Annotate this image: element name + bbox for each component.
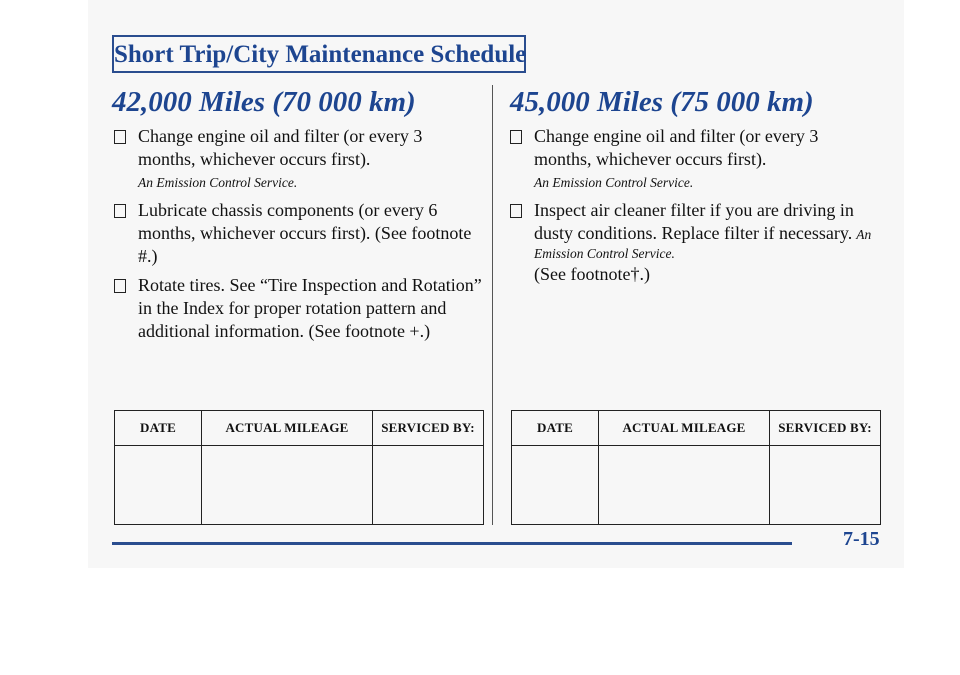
mileage-column-header: ACTUAL MILEAGE xyxy=(599,411,770,446)
checkbox-icon[interactable] xyxy=(114,279,126,293)
right-section-title: 45,000 Miles (75 000 km) xyxy=(510,86,814,118)
date-cell[interactable] xyxy=(512,446,599,525)
item-text: Inspect air cleaner filter if you are driving in dusty conditions. Replace filter if necessary. xyxy=(534,200,854,243)
item-footnote-ref: (See footnote†.) xyxy=(534,264,650,284)
checkbox-icon[interactable] xyxy=(114,130,126,144)
mileage-cell[interactable] xyxy=(202,446,373,525)
left-section-title: 42,000 Miles (70 000 km) xyxy=(112,86,416,118)
checkbox-icon[interactable] xyxy=(114,204,126,218)
right-service-log-table xyxy=(511,410,881,525)
schedule-title: Short Trip/City Maintenance Schedule xyxy=(114,41,527,68)
serviced-by-cell[interactable] xyxy=(373,446,484,525)
schedule-header xyxy=(112,35,526,73)
page-number: 7-15 xyxy=(843,528,880,550)
checkbox-icon[interactable] xyxy=(510,204,522,218)
left-service-log-table xyxy=(114,410,484,525)
checklist-item xyxy=(112,125,482,193)
table-row xyxy=(512,446,881,525)
serviced-by-cell[interactable] xyxy=(770,446,881,525)
left-checklist xyxy=(112,125,482,349)
item-note: An Emission Control Service. xyxy=(534,227,872,261)
mileage-cell[interactable] xyxy=(599,446,770,525)
date-column-header: DATE xyxy=(512,411,599,446)
item-text: Change engine oil and filter (or every 3 months, whichever occurs first). xyxy=(534,126,819,169)
item-note: An Emission Control Service. xyxy=(138,175,298,190)
date-cell[interactable] xyxy=(115,446,202,525)
date-column-header: DATE xyxy=(115,411,202,446)
column-divider xyxy=(492,85,493,525)
footer-rule xyxy=(112,542,792,545)
table-row xyxy=(115,446,484,525)
mileage-column-header: ACTUAL MILEAGE xyxy=(202,411,373,446)
item-text: Change engine oil and filter (or every 3 months, whichever occurs first). xyxy=(138,126,423,169)
item-text: Rotate tires. See “Tire Inspection and Rotation” in the Index for proper rotation pattern and additional information. (See footnote +.) xyxy=(138,275,482,341)
checklist-item xyxy=(508,199,878,286)
right-checklist xyxy=(508,125,878,292)
item-note: An Emission Control Service. xyxy=(534,175,694,190)
serviced-by-column-header: SERVICED BY: xyxy=(770,411,881,446)
serviced-by-column-header: SERVICED BY: xyxy=(373,411,484,446)
item-text: Lubricate chassis components (or every 6 months, whichever occurs first). (See footnote #.) xyxy=(138,200,472,266)
checklist-item xyxy=(112,199,482,268)
checklist-item xyxy=(112,274,482,343)
checklist-item xyxy=(508,125,878,193)
checkbox-icon[interactable] xyxy=(510,130,522,144)
